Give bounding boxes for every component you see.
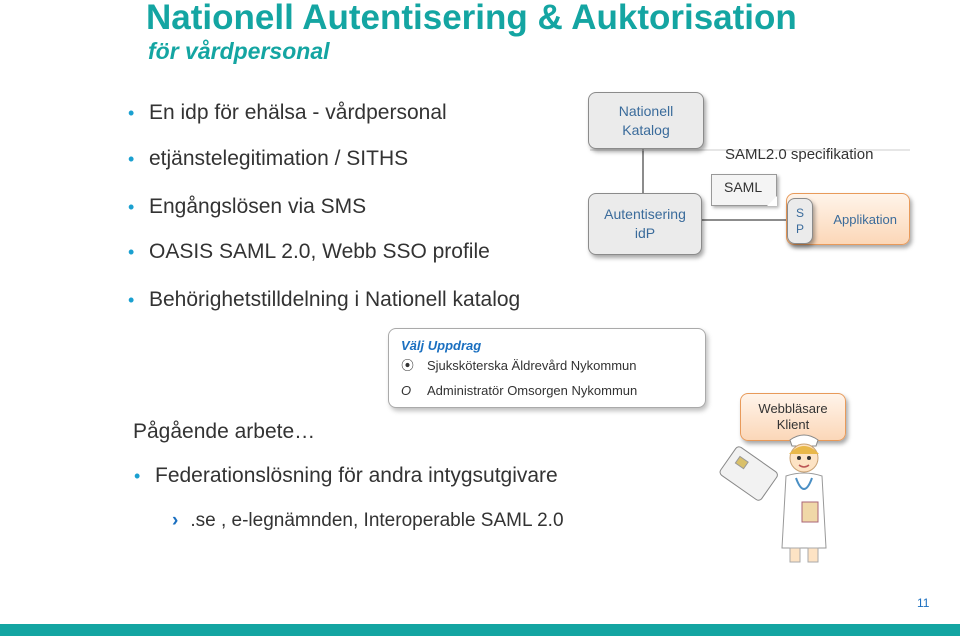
bullet-dot-icon: • xyxy=(134,466,141,486)
federation-bullet: • Federationslösning för andra intygsutgivare xyxy=(134,464,558,487)
uppdrag-option-1[interactable]: ⦿ Sjuksköterska Äldrevård Nykommun xyxy=(401,355,637,374)
bullet-item: • OASIS SAML 2.0, Webb SSO profile xyxy=(128,240,490,263)
page-number: 11 xyxy=(917,596,930,610)
bullet-item: • Behörighetstilldelning i Nationell katalog xyxy=(128,288,521,311)
slide-subtitle: för vårdpersonal xyxy=(148,38,330,64)
bullet-dot-icon: • xyxy=(128,290,135,310)
chevron-right-icon: › xyxy=(172,510,179,531)
bullet-dot-icon: • xyxy=(128,149,135,169)
uppdrag-option-2[interactable]: O Administratör Omsorgen Nykommun xyxy=(401,383,638,398)
webblasare-klient-box: Webbläsare Klient xyxy=(740,393,846,441)
applikation-box: Applikation xyxy=(786,193,910,245)
slide-title: Nationell Autentisering & Auktorisation xyxy=(146,0,797,37)
bullet-item: • En idp för ehälsa - vårdpersonal xyxy=(128,101,447,124)
radio-selected-icon[interactable]: ⦿ xyxy=(401,358,415,373)
uppdrag-heading: Välj Uppdrag xyxy=(401,338,482,353)
bullet-dot-icon: • xyxy=(128,103,135,123)
saml-spec-label: SAML2.0 specifikation xyxy=(725,146,874,163)
bullet-dot-icon: • xyxy=(128,242,135,262)
autentisering-idp-box: Autentisering idP xyxy=(588,193,702,255)
uppdrag-dialog xyxy=(388,328,706,408)
sub-bullet: › .se , e-legnämnden, Interoperable SAML 2.0 xyxy=(172,510,564,531)
radio-unselected-icon[interactable]: O xyxy=(401,383,412,398)
bullet-item: • Engångslösen via SMS xyxy=(128,195,367,218)
sp-box: S P xyxy=(787,198,813,244)
bullet-dot-icon: • xyxy=(128,197,135,217)
footer-bar xyxy=(0,624,960,636)
nationell-katalog-box: Nationell Katalog xyxy=(588,92,704,149)
bullet-item: • etjänstelegitimation / SITHS xyxy=(128,147,409,170)
saml-note: SAML xyxy=(711,174,777,206)
ongoing-work-label: Pågående arbete… xyxy=(133,420,316,443)
nurse-icon xyxy=(772,430,836,566)
